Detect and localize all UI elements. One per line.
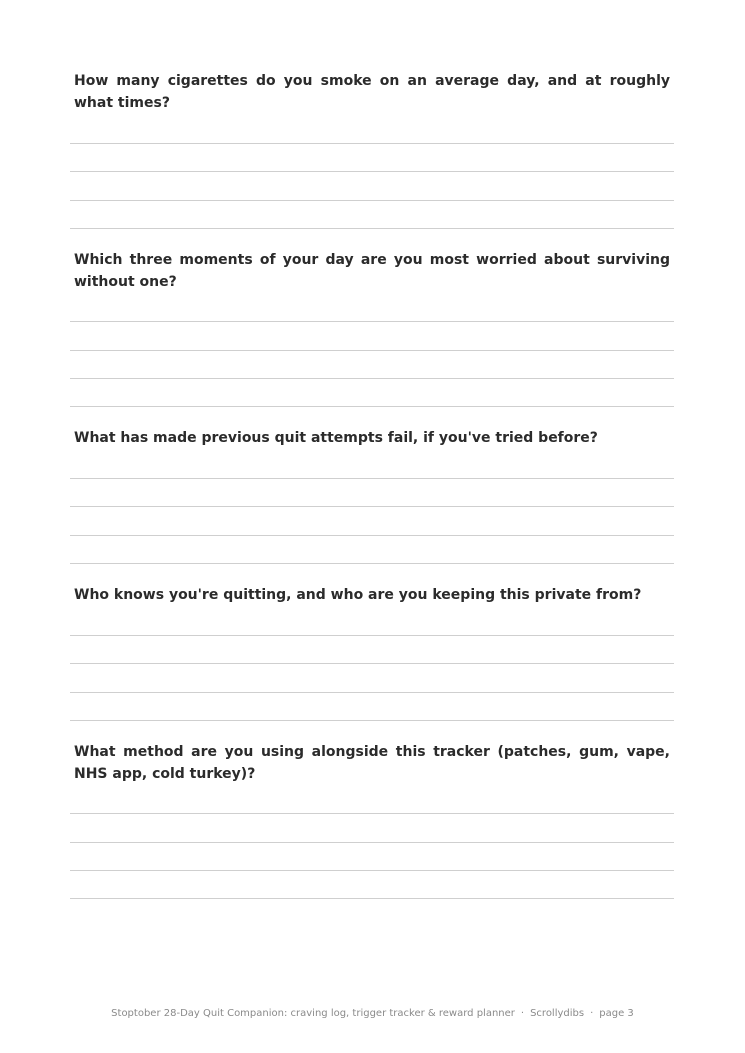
answer-line[interactable] bbox=[70, 378, 674, 379]
answer-line[interactable] bbox=[70, 406, 674, 407]
footer-title: Stoptober 28-Day Quit Companion: craving log, trigger tracker & reward planner bbox=[111, 1008, 515, 1019]
answer-line[interactable] bbox=[70, 870, 674, 871]
answer-line[interactable] bbox=[70, 898, 674, 899]
answer-line[interactable] bbox=[70, 478, 674, 479]
answer-line[interactable] bbox=[70, 321, 674, 322]
answer-line[interactable] bbox=[70, 692, 674, 693]
answer-line[interactable] bbox=[70, 720, 674, 721]
footer-brand: Scrollydibs bbox=[530, 1008, 585, 1019]
footer-page-number: page 3 bbox=[599, 1008, 634, 1019]
question-prompt: What has made previous quit attempts fail, if you've tried before? bbox=[74, 430, 598, 446]
answer-line[interactable] bbox=[70, 171, 674, 172]
question-prompt: Which three moments of your day are you most worried about surviving without one? bbox=[74, 252, 670, 290]
footer-separator: · bbox=[590, 1008, 594, 1019]
question-block-1 bbox=[70, 70, 674, 114]
answer-line[interactable] bbox=[70, 663, 674, 664]
answer-line[interactable] bbox=[70, 143, 674, 144]
answer-line[interactable] bbox=[70, 635, 674, 636]
answer-line[interactable] bbox=[70, 535, 674, 536]
question-block-5 bbox=[70, 741, 674, 785]
answer-line[interactable] bbox=[70, 350, 674, 351]
answer-line[interactable] bbox=[70, 228, 674, 229]
answer-line[interactable] bbox=[70, 506, 674, 507]
question-block-4 bbox=[70, 584, 674, 606]
question-block-2 bbox=[70, 249, 674, 293]
answer-line[interactable] bbox=[70, 813, 674, 814]
question-prompt: Who knows you're quitting, and who are you keeping this private from? bbox=[74, 587, 642, 603]
footer-separator: · bbox=[520, 1008, 525, 1019]
page-footer bbox=[0, 1007, 745, 1021]
question-block-3 bbox=[70, 427, 674, 449]
question-prompt: How many cigarettes do you smoke on an average day, and at roughly what times? bbox=[74, 73, 670, 111]
answer-line[interactable] bbox=[70, 200, 674, 201]
answer-line[interactable] bbox=[70, 842, 674, 843]
question-prompt: What method are you using alongside this tracker (patches, gum, vape, NHS app, cold turkey)? bbox=[74, 744, 670, 782]
answer-line[interactable] bbox=[70, 563, 674, 564]
